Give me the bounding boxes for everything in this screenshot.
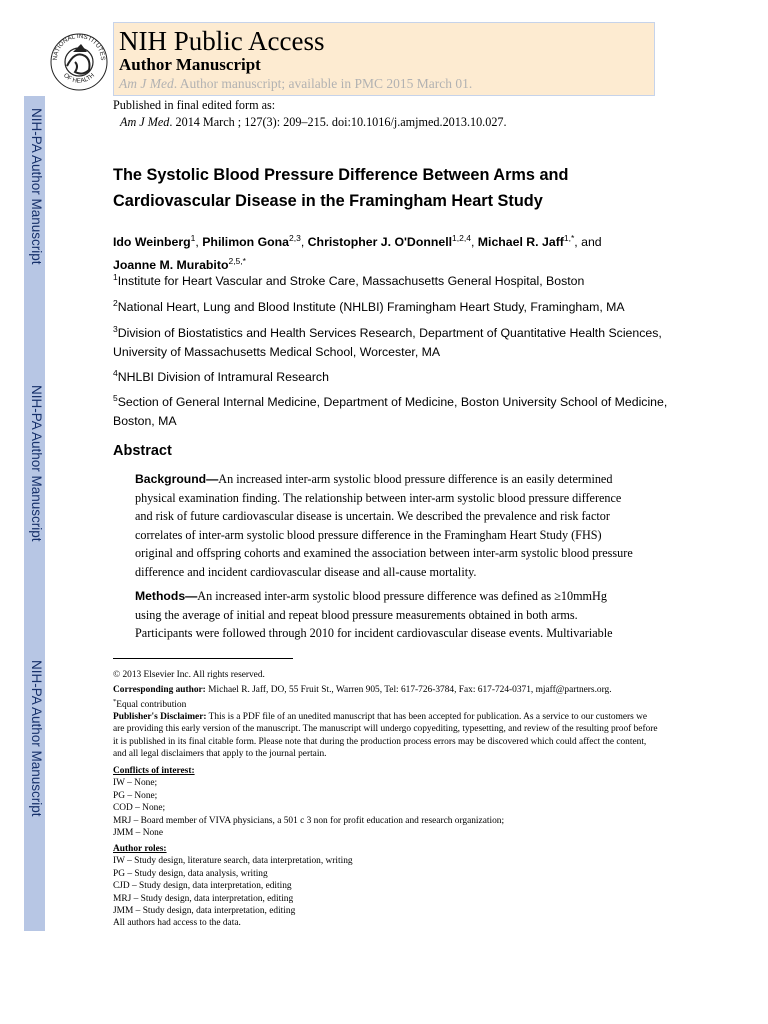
role-item: PG – Study design, data analysis, writing [113, 868, 268, 879]
publisher-disclaimer [113, 711, 658, 761]
published-in [113, 97, 507, 131]
role-item: IW – Study design, literature search, data interpretation, writing [113, 856, 353, 867]
role-item: CJD – Study design, data interpretation, editing [113, 881, 292, 892]
published-label: Published in final edited form as: [113, 98, 276, 112]
author-name: Ido Weinberg [113, 235, 191, 250]
abstract-heading: Abstract [113, 443, 172, 459]
equal-sup: * [113, 698, 117, 706]
equal-text: Equal contribution [116, 700, 187, 711]
background-text: An increased inter-arm systolic blood pressure difference is an easily determined physical examination finding. The relationship between inter-arm systolic blood pressure difference and risk of future cardiovascular disease is uncertain. We described the prevalence and risk factor correlates of inter-arm systolic blood pressure difference in the Framingham Heart Study (FHS) original and offspring cohorts and examined the association between inter-arm systolic blood pressure difference and incident cardiovascular disease and all-cause mortality. [135, 472, 633, 579]
roles-section [113, 843, 658, 930]
nih-logo [45, 22, 111, 94]
conflict-item: PG – None; [113, 790, 158, 801]
logo-text-bottom: OF HEALTH [62, 72, 96, 85]
footnote-divider [113, 658, 293, 659]
author-manuscript-label: Author Manuscript [119, 55, 261, 74]
sidebar-label: NIH-PA Author Manuscript [29, 385, 44, 542]
author-sup: 1,2,4 [452, 233, 471, 243]
conflict-item: IW – None; [113, 778, 158, 789]
affiliation [113, 389, 673, 431]
conflict-item: COD – None; [113, 803, 166, 814]
availability-line [119, 75, 472, 93]
sidebar-label: NIH-PA Author Manuscript [29, 660, 44, 817]
corresponding-label: Corresponding author: [113, 685, 206, 695]
disclaimer-text: This is a PDF file of an unedited manuscript that has been accepted for publication. As a service to our customers we are providing this early version of the manuscript. The manuscript will undergo copyediting, typesetting, and review of the resulting proof before it is published in its final citable form. Please note that during the production process errors may be discovered which could affect the content, and all legal disclaimers that apply to the journal pertain. [113, 712, 658, 760]
affiliation-text: Institute for Heart Vascular and Stroke Care, Massachusetts General Hospital, Boston [117, 274, 585, 289]
corresponding-text: Michael R. Jaff, DO, 55 Fruit St., Warren 905, Tel: 617-726-3784, Fax: 617-724-0371, mjaff@partners.org. [205, 685, 612, 695]
disclaimer-label: Publisher's Disclaimer: [113, 712, 207, 722]
author-name: Joanne M. Murabito [113, 258, 229, 273]
paper-title: The Systolic Blood Pressure Difference Between Arms and Cardiovascular Disease in the Framingham Heart Study [113, 166, 569, 210]
abstract-background [135, 470, 635, 582]
header-banner [113, 22, 655, 96]
affiliation-sup: 5 [113, 393, 118, 403]
author-name: Christopher J. O'Donnell [307, 235, 453, 250]
affiliation-text: National Heart, Lung and Blood Institute (NHLBI) Framingham Heart Study, Framingham, MA [117, 300, 625, 315]
copyright-note: © 2013 Elsevier Inc. All rights reserved. [113, 670, 265, 680]
conflicts-section [113, 765, 658, 839]
availability-text: . Author manuscript; available in PMC 2015 March 01. [173, 76, 473, 91]
affiliation-sup: 4 [113, 368, 118, 378]
author-name: Philimon Gona [202, 235, 289, 250]
methods-text: An increased inter-arm systolic blood pressure difference was defined as ≥10mmHg using the average of initial and repeat blood pressure measurements obtained in both arms. Participants were followed through 2010 for incident cardiovascular disease events. Multivariable [135, 589, 613, 641]
citation-detail: . 2014 March ; 127(3): 209–215. doi:10.1016/j.amjmed.2013.10.027. [169, 115, 507, 129]
citation-journal: Am J Med [120, 115, 170, 129]
affiliation-sup: 1 [113, 272, 118, 282]
author-sep: , [300, 235, 308, 250]
journal-abbrev: Am J Med [119, 76, 174, 91]
affiliation-text: Division of Biostatistics and Health Services Research, Department of Quantitative Health Sciences, University of Massachusetts Medical School, Worcester, MA [113, 326, 662, 360]
abstract-methods [135, 587, 635, 643]
sidebar-label: NIH-PA Author Manuscript [29, 108, 44, 265]
affiliation [113, 268, 673, 291]
corresponding-author [113, 684, 658, 712]
affiliation [113, 364, 673, 387]
role-item: All authors had access to the data. [113, 918, 241, 929]
logo-text-top: NATIONAL INSTITUTES [51, 32, 107, 61]
conflict-item: JMM – None [113, 828, 164, 839]
methods-label: Methods— [135, 589, 198, 603]
author-and: , and [574, 235, 602, 250]
author-sep: , [470, 235, 478, 250]
roles-heading: Author roles: [113, 844, 167, 854]
author-sup: 2,3 [289, 233, 301, 243]
role-item: JMM – Study design, data interpretation, editing [113, 906, 296, 917]
background-label: Background— [135, 472, 219, 486]
conflicts-heading: Conflicts of interest: [113, 766, 195, 776]
author-name: Michael R. Jaff [477, 235, 564, 250]
author-sep: , [195, 235, 203, 250]
nih-public-access-title: NIH Public Access [119, 26, 325, 56]
affiliation-sup: 3 [113, 324, 118, 334]
affiliation-text: Section of General Internal Medicine, Department of Medicine, Boston University School of Medicine, Boston, MA [113, 395, 668, 429]
author-sup: 1,* [563, 233, 575, 243]
affiliation-text: NHLBI Division of Intramural Research [117, 370, 329, 385]
author-sup: 1 [190, 233, 196, 243]
conflict-item: MRJ – Board member of VIVA physicians, a 501 c 3 non for profit education and research organization; [113, 815, 505, 826]
citation [113, 114, 507, 131]
author-sup: 2,5,* [228, 256, 246, 267]
affiliation [113, 294, 673, 317]
affiliation [113, 320, 673, 362]
role-item: MRJ – Study design, data interpretation, editing [113, 893, 294, 904]
affiliation-sup: 2 [113, 298, 118, 308]
